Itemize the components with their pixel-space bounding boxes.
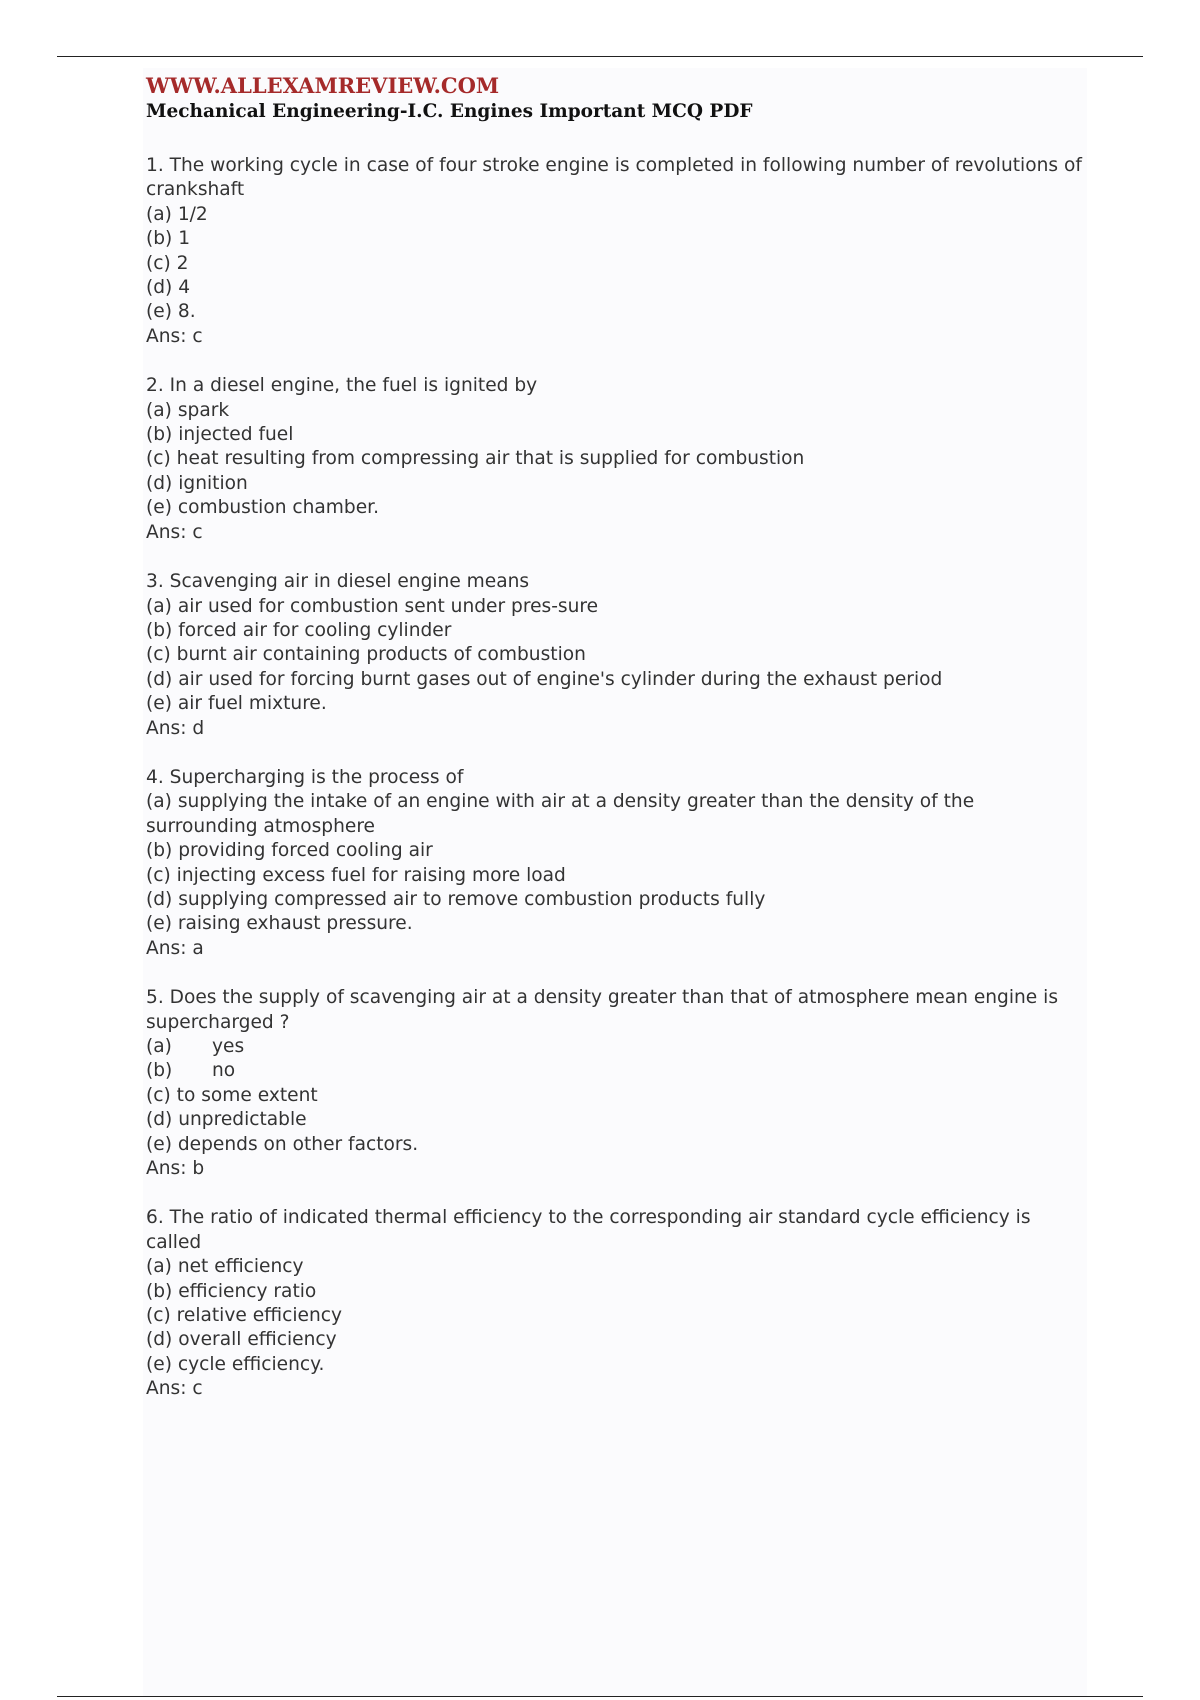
- option-text: to some extent: [176, 1084, 318, 1106]
- option-e: [146, 1353, 1091, 1377]
- site-url: WWW.ALLEXAMREVIEW.COM: [146, 73, 500, 98]
- option-letter: (e): [146, 693, 172, 715]
- option-letter: (d): [146, 472, 173, 494]
- option-text: supplying the intake of an engine with air at a density greater than the density of the surrounding atmosphere: [146, 791, 975, 837]
- option-text: 2: [176, 252, 189, 274]
- option-text: overall efficiency: [178, 1329, 337, 1351]
- option-letter: (e): [146, 497, 172, 519]
- option-text: depends on other factors.: [177, 1133, 419, 1155]
- option-text: net efficiency: [177, 1256, 304, 1278]
- option-c: [146, 864, 1091, 888]
- question-5: [146, 986, 1091, 1181]
- question-text: 6. The ratio of indicated thermal efficiency to the corresponding air standard cycle efficiency is called: [146, 1207, 1031, 1253]
- option-text: relative efficiency: [176, 1305, 342, 1327]
- option-letter: (e): [146, 1353, 172, 1375]
- option-text: burnt air containing products of combustion: [176, 644, 586, 666]
- option-letter: (b): [146, 619, 173, 641]
- option-letter: (c): [146, 644, 171, 666]
- option-letter: (b): [146, 1280, 173, 1302]
- bottom-rule: [57, 1696, 1143, 1697]
- answer: Ans: c: [146, 521, 203, 543]
- option-letter: (e): [146, 301, 172, 323]
- option-text: no: [212, 1060, 236, 1082]
- option-text: 1/2: [177, 203, 208, 225]
- option-text: injected fuel: [178, 424, 294, 446]
- option-a: [146, 1255, 1091, 1279]
- option-d: [146, 472, 1091, 496]
- question-4: [146, 766, 1091, 961]
- option-letter: (b): [146, 840, 173, 862]
- question-text: 1. The working cycle in case of four stroke engine is completed in following number of revolutions of crankshaft: [146, 155, 1082, 201]
- option-c: [146, 447, 1091, 471]
- option-letter: (a): [146, 791, 172, 813]
- option-letter: (a): [146, 595, 172, 617]
- option-b: [146, 619, 1091, 643]
- option-letter: (c): [146, 864, 171, 886]
- option-letter: (d): [146, 1109, 173, 1131]
- question-1: [146, 154, 1091, 349]
- question-text: 5. Does the supply of scavenging air at a density greater than that of atmosphere mean engine is supercharged ?: [146, 987, 1059, 1033]
- option-text: combustion chamber.: [177, 497, 379, 519]
- option-a: [146, 203, 1091, 227]
- option-e: [146, 496, 1091, 520]
- option-d: [146, 668, 1091, 692]
- option-text: providing forced cooling air: [178, 840, 433, 862]
- option-text: forced air for cooling cylinder: [178, 619, 452, 641]
- option-letter: (b): [146, 424, 173, 446]
- option-letter: (a): [146, 1036, 172, 1057]
- question-2: [146, 374, 1091, 545]
- answer: Ans: c: [146, 1378, 203, 1400]
- option-text: 1: [178, 228, 191, 250]
- option-letter: (d): [146, 1329, 173, 1351]
- question-list: [146, 154, 1091, 1427]
- option-letter: (b): [146, 228, 173, 250]
- option-letter: (d): [146, 277, 173, 299]
- option-letter: (c): [146, 252, 171, 274]
- option-text: ignition: [178, 472, 248, 494]
- option-text: injecting excess fuel for raising more load: [176, 864, 566, 886]
- answer: Ans: a: [146, 937, 204, 959]
- option-text: raising exhaust pressure.: [177, 913, 413, 935]
- option-text: 8.: [177, 301, 196, 323]
- option-b: [146, 227, 1091, 251]
- option-text: supplying compressed air to remove combustion products fully: [178, 888, 766, 910]
- option-letter: (c): [146, 1084, 171, 1106]
- question-text: 4. Supercharging is the process of: [146, 766, 464, 788]
- option-letter: (c): [146, 1305, 171, 1327]
- option-e: [146, 912, 1091, 936]
- option-c: [146, 1304, 1091, 1328]
- answer: Ans: b: [146, 1158, 205, 1180]
- option-b: [146, 1280, 1091, 1304]
- option-letter: (b): [146, 1060, 173, 1082]
- option-text: air fuel mixture.: [177, 693, 327, 715]
- option-c: [146, 643, 1091, 667]
- option-text: air used for combustion sent under pres-sure: [177, 595, 599, 617]
- option-letter: (e): [146, 913, 172, 935]
- option-d: [146, 1328, 1091, 1352]
- option-text: air used for forcing burnt gases out of engine's cylinder during the exhaust period: [178, 668, 943, 690]
- option-d: [146, 276, 1091, 300]
- option-letter: (a): [146, 399, 172, 421]
- option-b: [146, 839, 1091, 863]
- option-a: [146, 790, 1091, 839]
- option-d: [146, 1108, 1091, 1132]
- option-b: [146, 423, 1091, 447]
- option-text: 4: [178, 277, 191, 299]
- option-letter: (e): [146, 1133, 172, 1155]
- option-text: heat resulting from compressing air that is supplied for combustion: [176, 448, 805, 470]
- document-title: Mechanical Engineering-I.C. Engines Important MCQ PDF: [146, 101, 753, 122]
- option-letter: (a): [146, 203, 172, 225]
- option-text: yes: [212, 1036, 245, 1057]
- option-letter: (c): [146, 448, 171, 470]
- option-c: [146, 1084, 1091, 1108]
- option-letter: (d): [146, 888, 173, 910]
- option-letter: (d): [146, 668, 173, 690]
- option-a: [146, 399, 1091, 423]
- option-text: cycle efficiency.: [177, 1353, 325, 1375]
- option-d: [146, 888, 1091, 912]
- option-c: [146, 252, 1091, 276]
- option-a: [146, 1035, 1091, 1059]
- option-text: unpredictable: [178, 1109, 307, 1131]
- top-rule: [57, 56, 1143, 57]
- question-text: 2. In a diesel engine, the fuel is ignited by: [146, 375, 538, 397]
- answer: Ans: c: [146, 325, 203, 347]
- option-text: efficiency ratio: [178, 1280, 317, 1302]
- option-a: [146, 595, 1091, 619]
- answer: Ans: d: [146, 717, 205, 739]
- question-6: [146, 1206, 1091, 1401]
- question-3: [146, 570, 1091, 741]
- option-letter: (a): [146, 1256, 172, 1278]
- option-e: [146, 692, 1091, 716]
- option-e: [146, 1133, 1091, 1157]
- option-text: spark: [177, 399, 230, 421]
- option-b: [146, 1059, 1091, 1083]
- option-e: [146, 300, 1091, 324]
- question-text: 3. Scavenging air in diesel engine means: [146, 571, 530, 593]
